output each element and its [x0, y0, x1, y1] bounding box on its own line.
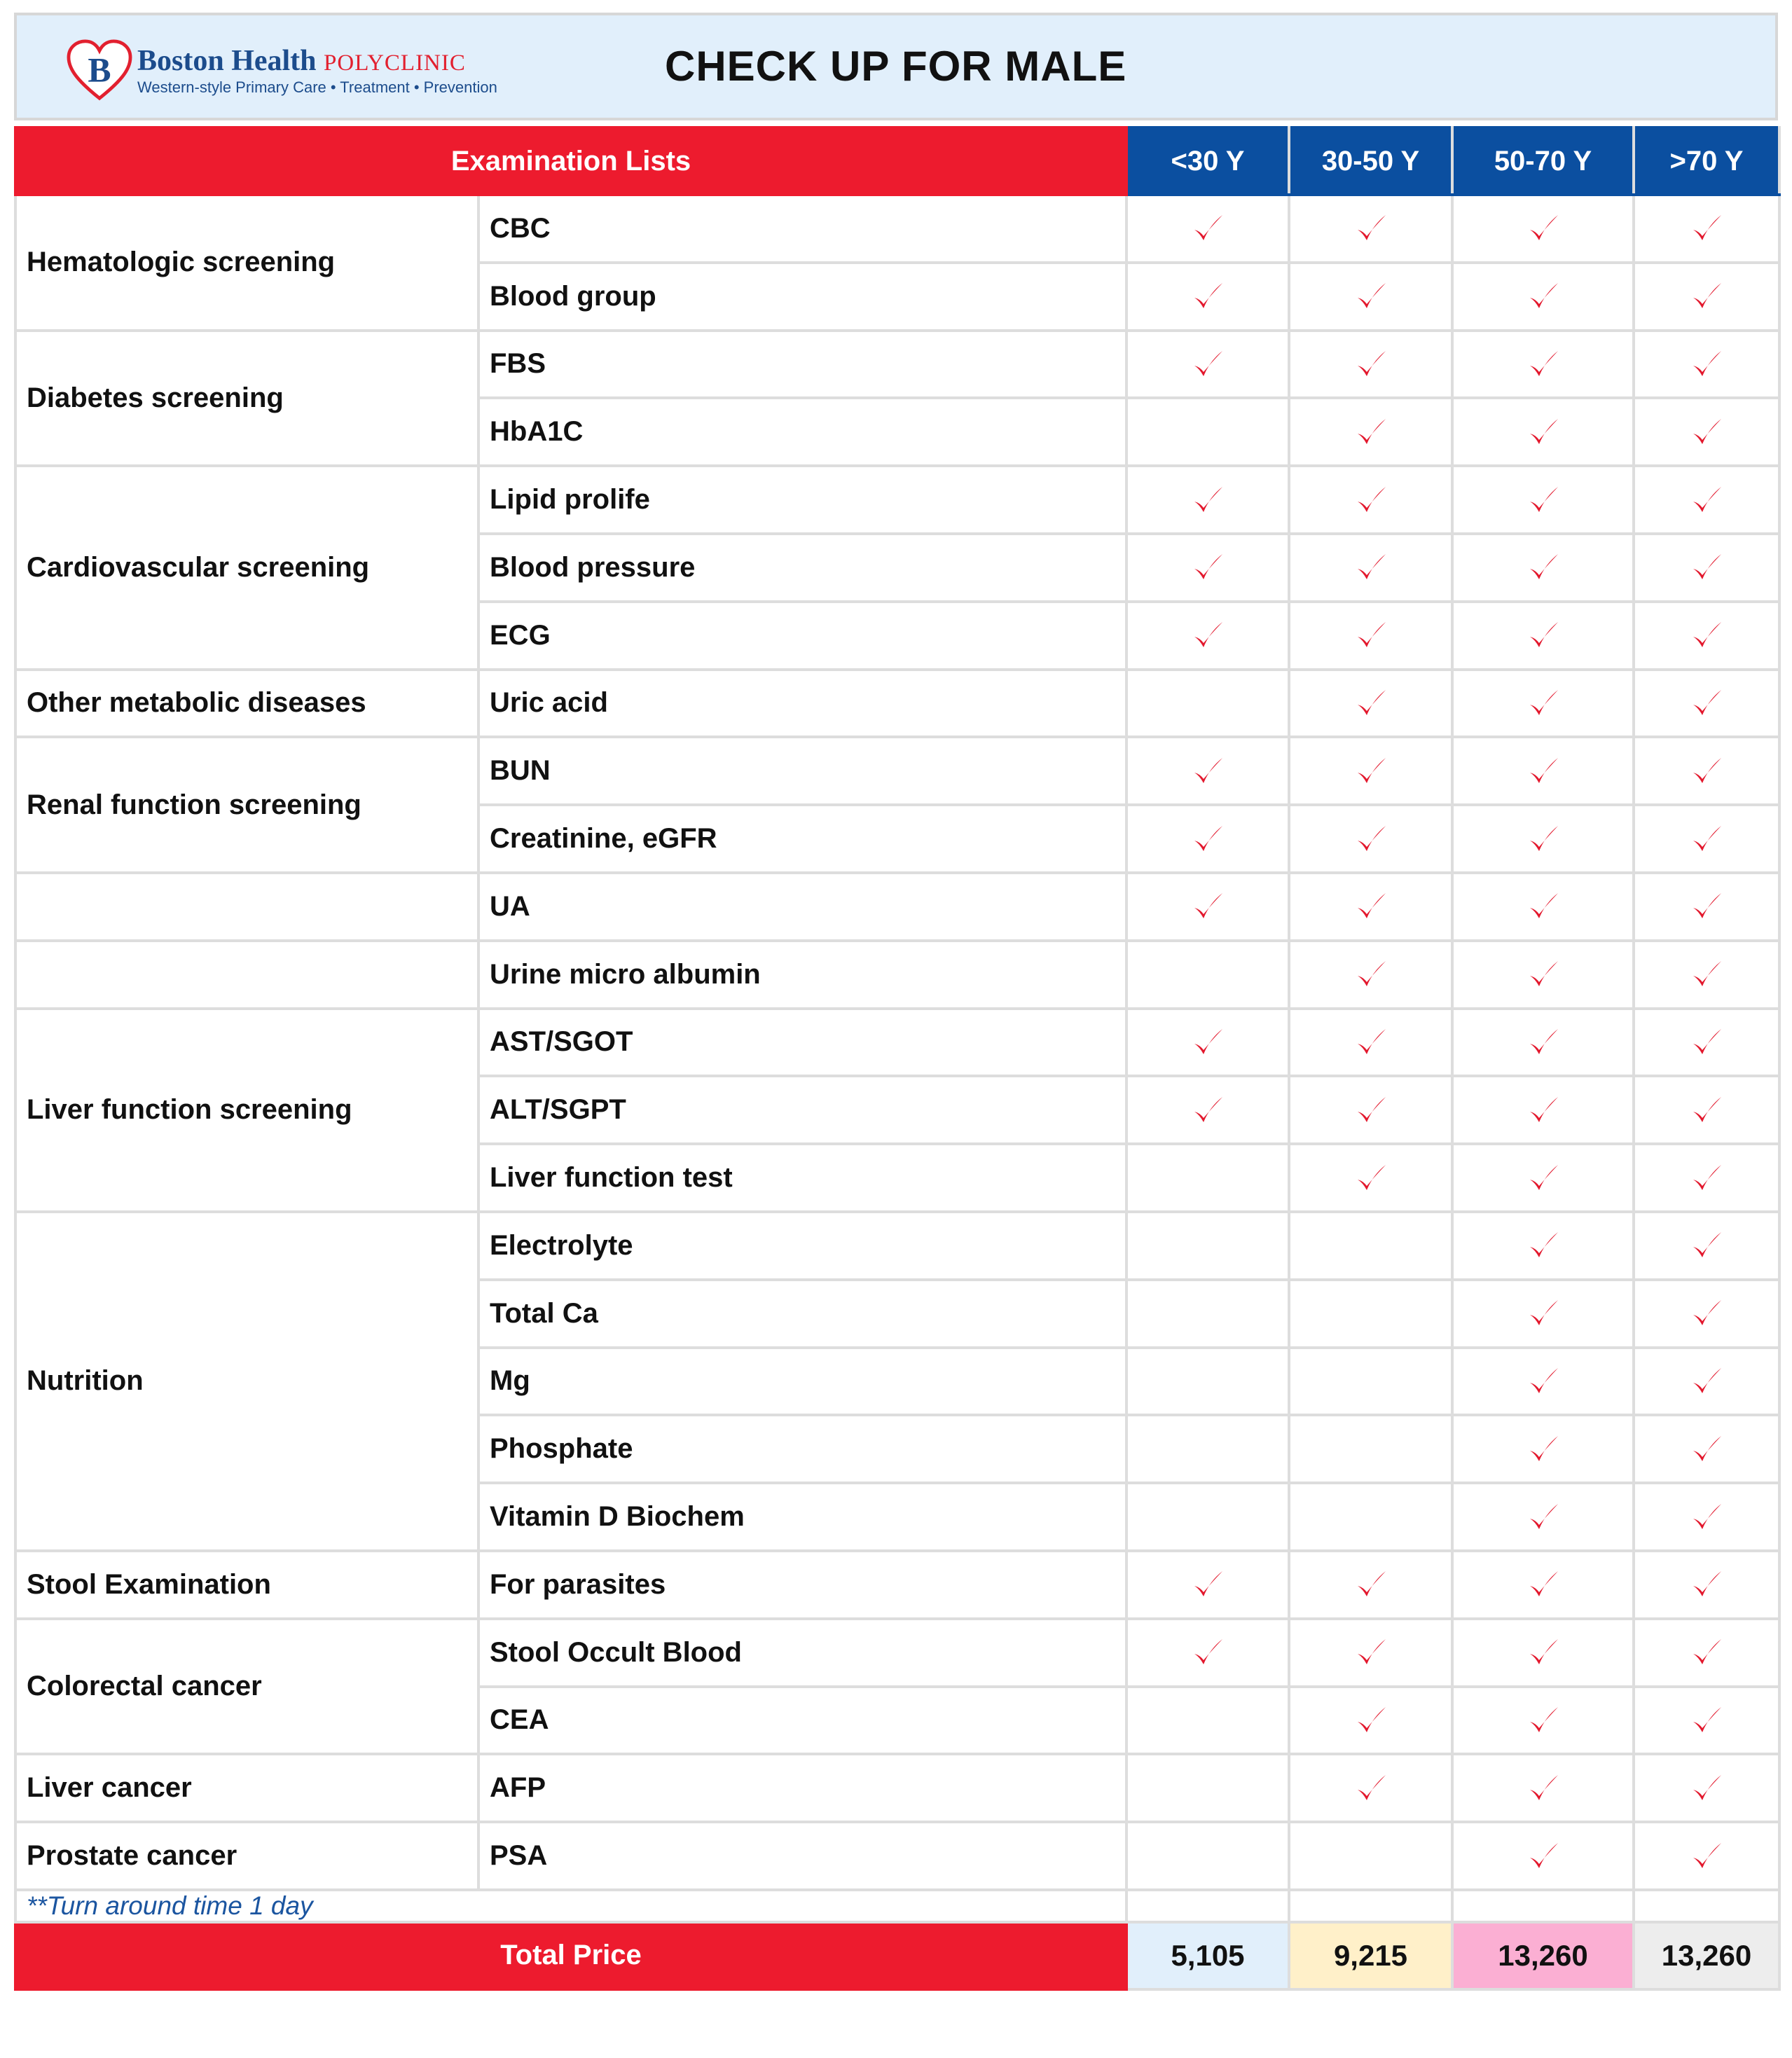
checkmark-icon	[1689, 1771, 1724, 1806]
checkmark-icon	[1689, 1500, 1724, 1535]
check-cell	[1126, 331, 1289, 399]
table-row	[15, 1551, 1779, 1619]
checkmark-icon	[1190, 1567, 1225, 1602]
checkmark-icon	[1190, 483, 1225, 518]
table-row	[15, 1009, 1779, 1077]
check-cell	[1634, 1551, 1779, 1619]
check-cell	[1452, 398, 1634, 466]
check-cell	[1634, 331, 1779, 399]
exam-item-cell: Vitamin D Biochem	[478, 1483, 1126, 1551]
empty-cell	[1126, 1483, 1289, 1551]
empty-cell	[1126, 1280, 1289, 1348]
check-cell	[1634, 873, 1779, 941]
exam-item-cell: ECG	[478, 602, 1126, 670]
check-cell	[1126, 1009, 1289, 1077]
category-cell: Hematologic screening	[15, 195, 478, 331]
examination-lists-header: Examination Lists	[15, 127, 1126, 195]
brand-suffix: POLYCLINIC	[324, 50, 466, 76]
clinic-logo	[66, 39, 497, 102]
check-cell	[1634, 466, 1779, 534]
checkmark-icon	[1190, 1635, 1225, 1670]
exam-item-cell: Liver function test	[478, 1144, 1126, 1212]
exam-item-cell: Total Ca	[478, 1280, 1126, 1348]
price-50-70: 13,260	[1452, 1922, 1634, 1989]
checkmark-icon	[1689, 211, 1724, 246]
check-cell	[1634, 398, 1779, 466]
checkmark-icon	[1353, 889, 1388, 924]
check-cell	[1634, 1212, 1779, 1280]
examination-rows	[15, 195, 1779, 1890]
empty-cell	[1126, 1144, 1289, 1212]
empty-cell	[1126, 1754, 1289, 1822]
category-cell	[15, 873, 478, 941]
check-cell	[1634, 263, 1779, 331]
checkmark-icon	[1689, 1839, 1724, 1874]
table-row	[15, 331, 1779, 399]
check-cell	[1634, 602, 1779, 670]
empty-cell	[1126, 941, 1289, 1009]
table-header-row	[15, 127, 1779, 195]
check-cell	[1452, 941, 1634, 1009]
empty-cell	[1126, 398, 1289, 466]
checkmark-icon	[1689, 1093, 1724, 1128]
check-cell	[1634, 1687, 1779, 1755]
check-cell	[1452, 1009, 1634, 1077]
exam-item-cell: Blood pressure	[478, 534, 1126, 602]
empty-cell	[1126, 1348, 1289, 1416]
checkmark-icon	[1353, 550, 1388, 585]
checkmark-icon	[1689, 822, 1724, 857]
empty-cell	[1289, 1348, 1452, 1416]
check-cell	[1289, 195, 1452, 263]
checkmark-icon	[1526, 415, 1561, 450]
check-cell	[1634, 670, 1779, 738]
check-cell	[1452, 1687, 1634, 1755]
heart-b-logo-icon	[66, 39, 133, 102]
age-header: 30-50 Y	[1289, 127, 1452, 195]
check-cell	[1452, 1280, 1634, 1348]
checkmark-icon	[1689, 1703, 1724, 1738]
empty-cell	[1126, 1415, 1289, 1483]
check-cell	[1452, 1144, 1634, 1212]
check-cell	[1452, 873, 1634, 941]
check-cell	[1452, 1212, 1634, 1280]
checkmark-icon	[1689, 1432, 1724, 1467]
check-cell	[1289, 941, 1452, 1009]
checkmark-icon	[1353, 1703, 1388, 1738]
checkmark-icon	[1190, 889, 1225, 924]
checkmark-icon	[1689, 347, 1724, 382]
checkmark-icon	[1526, 347, 1561, 382]
check-cell	[1126, 534, 1289, 602]
note-row	[15, 1890, 1779, 1922]
check-cell	[1452, 1483, 1634, 1551]
checkmark-icon	[1353, 754, 1388, 789]
table-row	[15, 737, 1779, 805]
table-row	[15, 1754, 1779, 1822]
checkmark-icon	[1689, 1228, 1724, 1263]
check-cell	[1452, 331, 1634, 399]
check-cell	[1289, 1551, 1452, 1619]
checkmark-icon	[1526, 1703, 1561, 1738]
checkmark-icon	[1689, 415, 1724, 450]
check-cell	[1126, 1551, 1289, 1619]
checkup-sheet	[14, 13, 1778, 1991]
checkmark-icon	[1526, 1771, 1561, 1806]
checkup-table	[14, 126, 1781, 1991]
age-header: <30 Y	[1126, 127, 1289, 195]
check-cell	[1289, 737, 1452, 805]
exam-item-cell: BUN	[478, 737, 1126, 805]
check-cell	[1289, 398, 1452, 466]
check-cell	[1289, 873, 1452, 941]
checkmark-icon	[1526, 1161, 1561, 1196]
check-cell	[1634, 1754, 1779, 1822]
table-row	[15, 941, 1779, 1009]
check-cell	[1289, 1687, 1452, 1755]
check-cell	[1452, 602, 1634, 670]
exam-item-cell: Creatinine, eGFR	[478, 805, 1126, 873]
exam-item-cell: CBC	[478, 195, 1126, 263]
check-cell	[1126, 737, 1289, 805]
check-cell	[1452, 195, 1634, 263]
empty-cell	[1452, 1890, 1634, 1922]
age-header: 50-70 Y	[1452, 127, 1634, 195]
checkmark-icon	[1190, 550, 1225, 585]
checkmark-icon	[1190, 279, 1225, 314]
checkmark-icon	[1190, 618, 1225, 653]
checkmark-icon	[1190, 822, 1225, 857]
check-cell	[1452, 1076, 1634, 1144]
category-cell: Renal function screening	[15, 737, 478, 873]
check-cell	[1452, 263, 1634, 331]
category-cell: Prostate cancer	[15, 1822, 478, 1890]
check-cell	[1452, 670, 1634, 738]
check-cell	[1634, 1076, 1779, 1144]
checkmark-icon	[1689, 686, 1724, 721]
checkmark-icon	[1526, 1364, 1561, 1399]
check-cell	[1289, 602, 1452, 670]
check-cell	[1634, 1280, 1779, 1348]
checkmark-icon	[1190, 1093, 1225, 1128]
check-cell	[1289, 1619, 1452, 1687]
check-cell	[1289, 805, 1452, 873]
checkmark-icon	[1526, 1567, 1561, 1602]
category-cell: Stool Examination	[15, 1551, 478, 1619]
checkmark-icon	[1190, 211, 1225, 246]
check-cell	[1634, 1144, 1779, 1212]
checkmark-icon	[1190, 754, 1225, 789]
checkmark-icon	[1353, 957, 1388, 992]
check-cell	[1289, 1076, 1452, 1144]
check-cell	[1634, 1009, 1779, 1077]
checkmark-icon	[1353, 1567, 1388, 1602]
checkmark-icon	[1689, 483, 1724, 518]
check-cell	[1452, 1415, 1634, 1483]
check-cell	[1634, 1415, 1779, 1483]
checkmark-icon	[1689, 1296, 1724, 1331]
check-cell	[1634, 941, 1779, 1009]
checkmark-icon	[1689, 889, 1724, 924]
empty-cell	[1126, 1822, 1289, 1890]
empty-cell	[1289, 1822, 1452, 1890]
check-cell	[1452, 805, 1634, 873]
checkmark-icon	[1526, 1500, 1561, 1535]
check-cell	[1634, 195, 1779, 263]
check-cell	[1126, 263, 1289, 331]
empty-cell	[1126, 1687, 1289, 1755]
check-cell	[1126, 466, 1289, 534]
check-cell	[1634, 1348, 1779, 1416]
brand-tagline: Western-style Primary Care • Treatment • Prevention	[137, 78, 497, 96]
check-cell	[1634, 534, 1779, 602]
category-cell: Diabetes screening	[15, 331, 478, 467]
checkmark-icon	[1353, 1093, 1388, 1128]
exam-item-cell: CEA	[478, 1687, 1126, 1755]
price-under-30: 5,105	[1126, 1922, 1289, 1989]
category-cell: Liver function screening	[15, 1009, 478, 1212]
table-row	[15, 195, 1779, 263]
check-cell	[1289, 1754, 1452, 1822]
brand-name-main: Boston Health	[137, 44, 317, 77]
table-row	[15, 1822, 1779, 1890]
empty-cell	[1289, 1890, 1452, 1922]
checkmark-icon	[1526, 1635, 1561, 1670]
exam-item-cell: ALT/SGPT	[478, 1076, 1126, 1144]
checkmark-icon	[1526, 822, 1561, 857]
category-cell: Liver cancer	[15, 1754, 478, 1822]
check-cell	[1126, 805, 1289, 873]
brand-name	[137, 46, 497, 78]
checkmark-icon	[1526, 279, 1561, 314]
check-cell	[1634, 1822, 1779, 1890]
category-cell: Other metabolic diseases	[15, 670, 478, 738]
table-row	[15, 670, 1779, 738]
checkmark-icon	[1526, 1296, 1561, 1331]
check-cell	[1452, 737, 1634, 805]
exam-item-cell: For parasites	[478, 1551, 1126, 1619]
check-cell	[1126, 1619, 1289, 1687]
check-cell	[1126, 1076, 1289, 1144]
checkmark-icon	[1526, 211, 1561, 246]
check-cell	[1289, 1144, 1452, 1212]
check-cell	[1126, 873, 1289, 941]
exam-item-cell: PSA	[478, 1822, 1126, 1890]
exam-item-cell: UA	[478, 873, 1126, 941]
price-30-50: 9,215	[1289, 1922, 1452, 1989]
checkmark-icon	[1689, 550, 1724, 585]
exam-item-cell: Lipid prolife	[478, 466, 1126, 534]
checkmark-icon	[1353, 347, 1388, 382]
checkmark-icon	[1353, 1161, 1388, 1196]
checkmark-icon	[1526, 1228, 1561, 1263]
checkmark-icon	[1526, 483, 1561, 518]
check-cell	[1452, 466, 1634, 534]
price-over-70: 13,260	[1634, 1922, 1779, 1989]
checkmark-icon	[1353, 822, 1388, 857]
table-row	[15, 466, 1779, 534]
total-price-row	[15, 1922, 1779, 1989]
check-cell	[1289, 263, 1452, 331]
category-cell: Cardiovascular screening	[15, 466, 478, 669]
checkmark-icon	[1353, 618, 1388, 653]
check-cell	[1289, 1009, 1452, 1077]
exam-item-cell: Phosphate	[478, 1415, 1126, 1483]
exam-item-cell: AFP	[478, 1754, 1126, 1822]
check-cell	[1634, 1483, 1779, 1551]
exam-item-cell: Uric acid	[478, 670, 1126, 738]
category-cell	[15, 941, 478, 1009]
checkmark-icon	[1689, 754, 1724, 789]
check-cell	[1634, 805, 1779, 873]
check-cell	[1289, 534, 1452, 602]
check-cell	[1289, 466, 1452, 534]
check-cell	[1452, 1551, 1634, 1619]
checkmark-icon	[1526, 957, 1561, 992]
checkmark-icon	[1353, 1025, 1388, 1060]
checkmark-icon	[1353, 415, 1388, 450]
checkmark-icon	[1689, 1635, 1724, 1670]
empty-cell	[1289, 1212, 1452, 1280]
exam-item-cell: Urine micro albumin	[478, 941, 1126, 1009]
check-cell	[1452, 1822, 1634, 1890]
checkmark-icon	[1353, 1771, 1388, 1806]
checkmark-icon	[1353, 279, 1388, 314]
exam-item-cell: Electrolyte	[478, 1212, 1126, 1280]
checkmark-icon	[1526, 1025, 1561, 1060]
age-header: >70 Y	[1634, 127, 1779, 195]
checkmark-icon	[1526, 550, 1561, 585]
checkmark-icon	[1689, 1567, 1724, 1602]
check-cell	[1126, 195, 1289, 263]
checkmark-icon	[1353, 686, 1388, 721]
check-cell	[1289, 670, 1452, 738]
check-cell	[1452, 534, 1634, 602]
checkmark-icon	[1190, 1025, 1225, 1060]
checkmark-icon	[1526, 686, 1561, 721]
checkmark-icon	[1689, 1161, 1724, 1196]
checkmark-icon	[1526, 1093, 1561, 1128]
checkmark-icon	[1526, 1839, 1561, 1874]
check-cell	[1634, 737, 1779, 805]
check-cell	[1289, 331, 1452, 399]
checkmark-icon	[1526, 889, 1561, 924]
empty-cell	[1126, 670, 1289, 738]
checkmark-icon	[1526, 1432, 1561, 1467]
table-row	[15, 1212, 1779, 1280]
exam-item-cell: AST/SGOT	[478, 1009, 1126, 1077]
page-title: CHECK UP FOR MALE	[665, 43, 1127, 90]
exam-item-cell: Blood group	[478, 263, 1126, 331]
empty-cell	[1126, 1212, 1289, 1280]
empty-cell	[1289, 1483, 1452, 1551]
total-price-label: Total Price	[15, 1922, 1126, 1989]
empty-cell	[1634, 1890, 1779, 1922]
empty-cell	[1289, 1415, 1452, 1483]
checkmark-icon	[1526, 618, 1561, 653]
checkmark-icon	[1526, 754, 1561, 789]
check-cell	[1634, 1619, 1779, 1687]
table-row	[15, 1619, 1779, 1687]
exam-item-cell: Mg	[478, 1348, 1126, 1416]
exam-item-cell: FBS	[478, 331, 1126, 399]
exam-item-cell: HbA1C	[478, 398, 1126, 466]
table-row	[15, 873, 1779, 941]
checkmark-icon	[1689, 1364, 1724, 1399]
checkmark-icon	[1689, 279, 1724, 314]
checkmark-icon	[1190, 347, 1225, 382]
empty-cell	[1126, 1890, 1289, 1922]
logo-letter: B	[88, 50, 111, 90]
checkmark-icon	[1689, 1025, 1724, 1060]
check-cell	[1452, 1348, 1634, 1416]
checkmark-icon	[1353, 1635, 1388, 1670]
checkmark-icon	[1353, 483, 1388, 518]
empty-cell	[1289, 1280, 1452, 1348]
category-cell: Colorectal cancer	[15, 1619, 478, 1755]
check-cell	[1126, 602, 1289, 670]
checkmark-icon	[1689, 618, 1724, 653]
page-header	[14, 13, 1778, 120]
exam-item-cell: Stool Occult Blood	[478, 1619, 1126, 1687]
checkmark-icon	[1689, 957, 1724, 992]
check-cell	[1452, 1619, 1634, 1687]
category-cell: Nutrition	[15, 1212, 478, 1551]
check-cell	[1452, 1754, 1634, 1822]
turnaround-note: **Turn around time 1 day	[15, 1890, 1126, 1922]
checkmark-icon	[1353, 211, 1388, 246]
